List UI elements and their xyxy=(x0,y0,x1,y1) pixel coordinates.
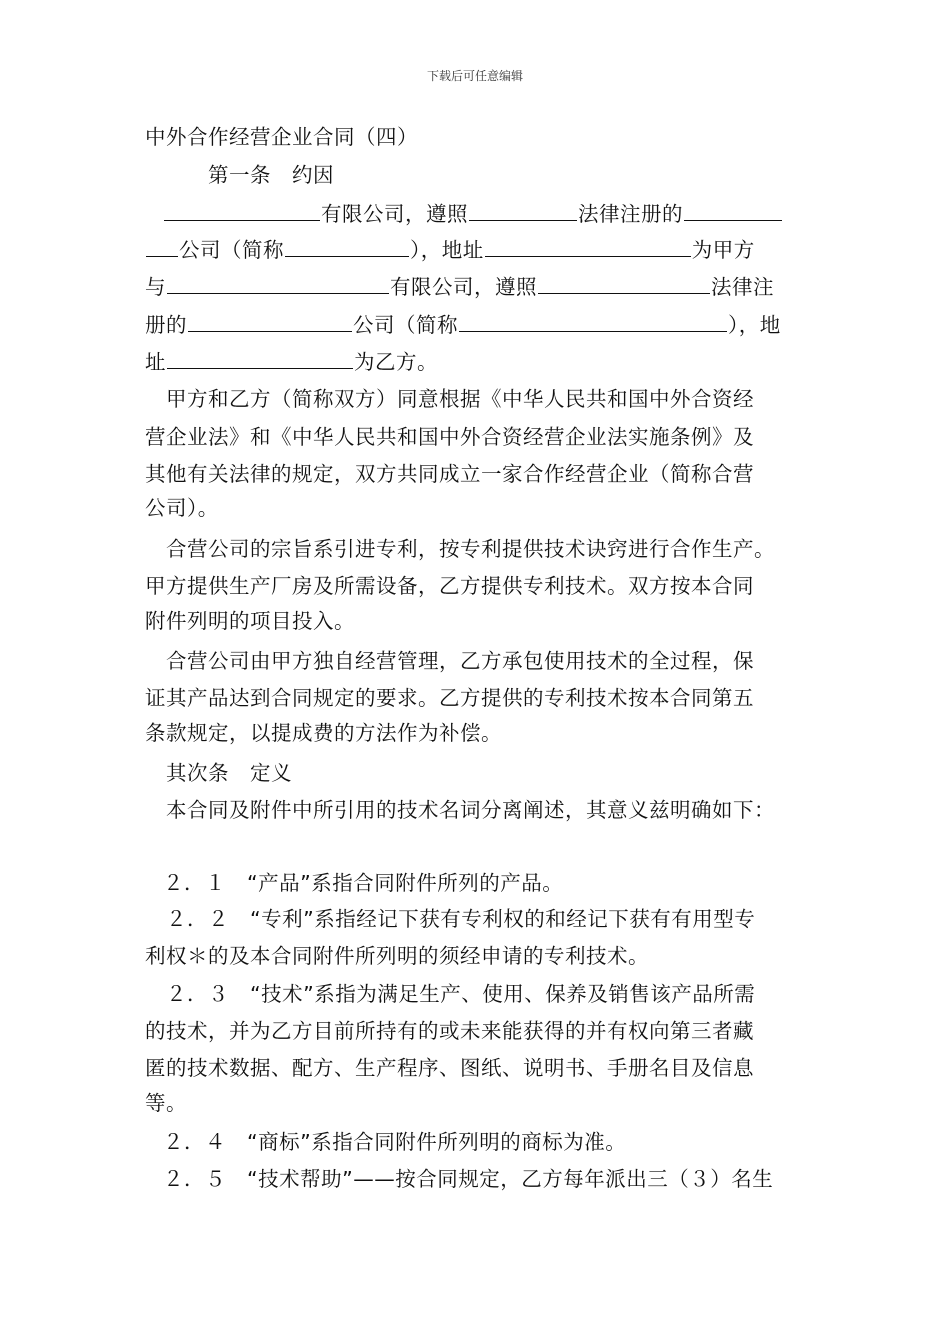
blank-field[interactable] xyxy=(684,200,782,221)
party-text: 法律注 xyxy=(711,275,774,299)
blank-field[interactable] xyxy=(469,200,577,221)
para3-line: 合营公司由甲方独自经营管理，乙方承包使用技术的全过程，保 xyxy=(166,649,754,673)
article2-heading: 其次条 定义 xyxy=(166,761,292,785)
party-line-3 xyxy=(145,273,774,300)
para1-line: 甲方和乙方（简称双方）同意根据《中华人民共和国中外合资经 xyxy=(166,387,754,411)
definition-2-3-line: ２．３ “技术”系指为满足生产、使用、保养及销售该产品所需 xyxy=(166,982,756,1006)
definition-2-4: ２．４ “商标”系指合同附件所列明的商标为准。 xyxy=(163,1130,627,1154)
party-text: 有限公司，遵照 xyxy=(321,202,468,226)
party-text: ），地址 xyxy=(410,238,484,262)
party-text: 为乙方。 xyxy=(354,350,438,374)
blank-field[interactable] xyxy=(167,273,389,294)
definition-2-3-line: 等。 xyxy=(145,1091,187,1115)
para3-line: 条款规定，以提成费的方法作为补偿。 xyxy=(145,721,502,745)
party-line-4 xyxy=(145,311,781,338)
article2-intro: 本合同及附件中所引用的技术名词分离阐述，其意义兹明确如下： xyxy=(166,798,775,822)
page-header: 下载后可任意编辑 xyxy=(426,69,523,83)
definition-2-3-line: 的技术，并为乙方目前所持有的或未来能获得的并有权向第三者藏 xyxy=(145,1019,754,1043)
para2-line: 附件列明的项目投入。 xyxy=(145,609,355,633)
party-line-2 xyxy=(145,236,755,263)
party-text: 公司（简称 xyxy=(353,313,458,337)
para1-line: 营企业法》和《中华人民共和国中外合资经营企业法实施条例》及 xyxy=(145,425,754,449)
party-text: 址 xyxy=(145,350,166,374)
blank-field[interactable] xyxy=(146,236,178,257)
party-text: 法律注册的 xyxy=(578,202,683,226)
definition-2-1: ２．１ “产品”系指合同附件所列的产品。 xyxy=(163,871,564,895)
party-text: 与 xyxy=(145,275,166,299)
blank-field[interactable] xyxy=(188,311,352,332)
article1-heading: 第一条 约因 xyxy=(208,163,334,187)
blank-field[interactable] xyxy=(485,236,691,257)
blank-field[interactable] xyxy=(167,348,353,369)
party-line-5 xyxy=(145,348,438,375)
party-text: 公司（简称 xyxy=(179,238,284,262)
party-text: 有限公司，遵照 xyxy=(390,275,537,299)
party-text: ），地 xyxy=(728,313,781,337)
blank-field[interactable] xyxy=(538,273,710,294)
para1-line: 其他有关法律的规定，双方共同成立一家合作经营企业（简称合营 xyxy=(145,462,754,486)
party-line-1 xyxy=(163,200,783,227)
definition-2-3-line: 匿的技术数据、配方、生产程序、图纸、说明书、手册名目及信息 xyxy=(145,1056,754,1080)
para2-line: 合营公司的宗旨系引进专利，按专利提供技术诀窍进行合作生产。 xyxy=(166,537,775,561)
contract-title: 中外合作经营企业合同（四） xyxy=(145,125,418,149)
blank-field[interactable] xyxy=(459,311,727,332)
para1-line: 公司）。 xyxy=(145,496,219,520)
party-text: 册的 xyxy=(145,313,187,337)
party-text: 为甲方 xyxy=(691,238,755,262)
para2-line: 甲方提供生产厂房及所需设备，乙方提供专利技术。双方按本合同 xyxy=(145,574,754,598)
blank-field[interactable] xyxy=(164,200,320,221)
para3-line: 证其产品达到合同规定的要求。乙方提供的专利技术按本合同第五 xyxy=(145,686,754,710)
definition-2-5: ２．５ “技术帮助”——按合同规定，乙方每年派出三（３）名生 xyxy=(163,1167,774,1191)
blank-field[interactable] xyxy=(285,236,409,257)
definition-2-2-line: ２．２ “专利”系指经记下获有专利权的和经记下获有有用型专 xyxy=(166,907,756,931)
definition-2-2-line: 利权＊的及本合同附件所列明的须经申请的专利技术。 xyxy=(145,944,649,968)
